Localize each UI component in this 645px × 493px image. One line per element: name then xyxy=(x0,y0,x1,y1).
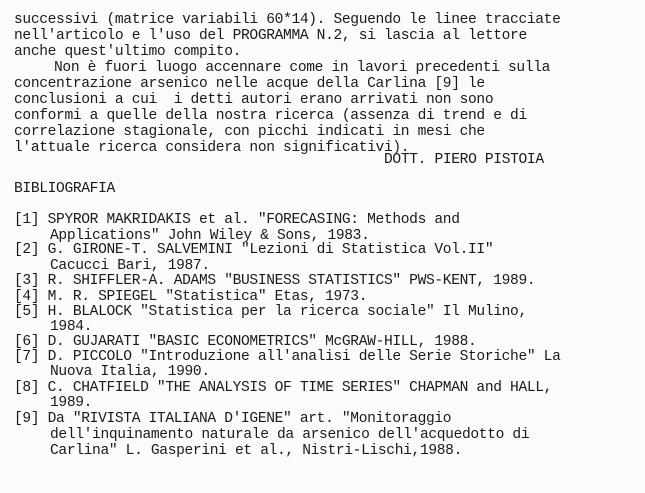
paragraph2-line-1: Non è fuori luogo accennare come in lavori precedenti sulla xyxy=(54,60,551,76)
paragraph1-line-3: anche quest'ultimo compito. xyxy=(14,44,242,60)
reference-1: [1] SPYROR MAKRIDAKIS et al. "FORECASING: Methods and xyxy=(14,212,460,228)
reference-4: [4] M. R. SPIEGEL "Statistica" Etas, 1973. xyxy=(14,289,368,305)
paragraph2-line-2: concentrazione arsenico nelle acque della Carlina [9] le xyxy=(14,76,485,92)
signature: DOTT. PIERO PISTOIA xyxy=(384,152,544,168)
paragraph1-line-2: nell'articolo e l'uso del PROGRAMMA N.2, si lascia al lettore xyxy=(14,28,527,44)
reference-5: [5] H. BLALOCK "Statistica per la ricerca sociale" Il Mulino, xyxy=(14,304,527,320)
reference-8-cont: 1989. xyxy=(50,395,93,411)
reference-6: [6] D. GUJARATI "BASIC ECONOMETRICS" McGRAW-HILL, 1988. xyxy=(14,334,477,350)
bibliography-heading: BIBLIOGRAFIA xyxy=(14,181,115,197)
paragraph2-line-3: conclusioni a cui i detti autori erano arrivati non sono xyxy=(14,92,494,108)
reference-5-cont: 1984. xyxy=(50,319,93,335)
paragraph2-line-6: l'attuale ricerca considera non significativi). xyxy=(14,140,410,156)
reference-9-cont-2: Carlina" L. Gasperini et al., Nistri-Lischi,1988. xyxy=(50,443,462,459)
reference-3: [3] R. SHIFFLER-A. ADAMS "BUSINESS STATISTICS" PWS-KENT, 1989. xyxy=(14,273,536,289)
reference-9: [9] Da "RIVISTA ITALIANA D'IGENE" art. "Monitoraggio xyxy=(14,411,452,427)
paragraph2-line-5: correlazione stagionale, con picchi indicati in mesi che xyxy=(14,124,485,140)
reference-8: [8] C. CHATFIELD "THE ANALYSIS OF TIME SERIES" CHAPMAN and HALL, xyxy=(14,380,553,396)
reference-2-cont: Cacucci Bari, 1987. xyxy=(50,258,210,274)
reference-7-cont: Nuova Italia, 1990. xyxy=(50,364,210,380)
reference-9-cont-1: dell'inquinamento naturale da arsenico dell'acquedotto di xyxy=(50,427,530,443)
paragraph1-line-1: successivi (matrice variabili 60*14). Seguendo le linee tracciate xyxy=(14,12,561,28)
reference-2: [2] G. GIRONE-T. SALVEMINI "Lezioni di Statistica Vol.II" xyxy=(14,242,494,258)
reference-7: [7] D. PICCOLO "Introduzione all'analisi delle Serie Storiche" La xyxy=(14,349,561,365)
paragraph2-line-4: conformi a quelle della nostra ricerca (assenza di trend e di xyxy=(14,108,527,124)
reference-1-cont: Applications" John Wiley & Sons, 1983. xyxy=(50,228,370,244)
